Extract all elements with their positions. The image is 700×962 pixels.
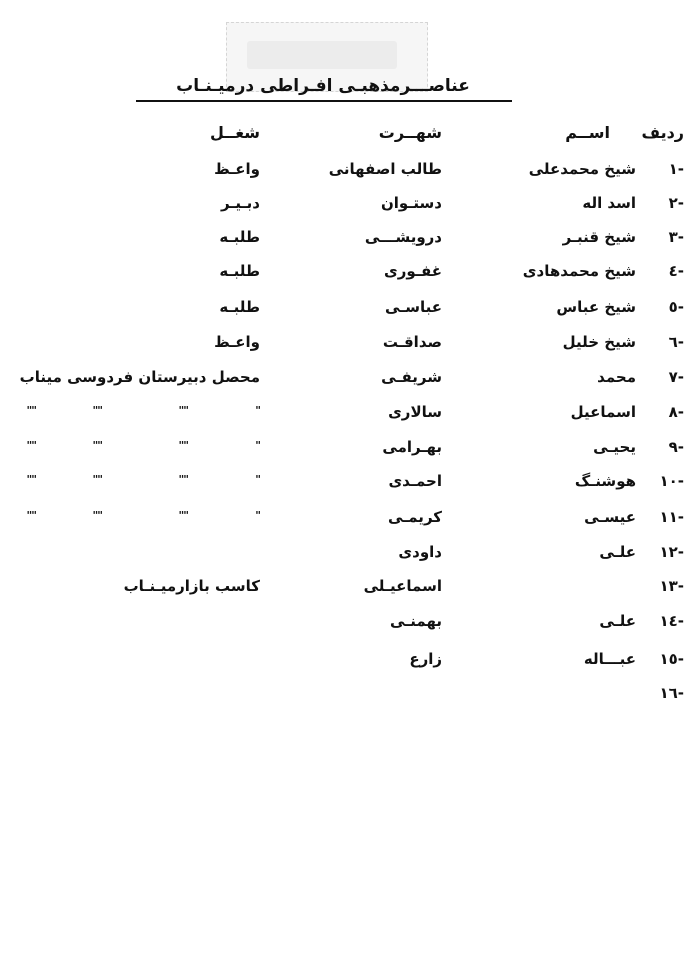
- row-job: کاسب بازارمیـنـاب: [123, 577, 260, 595]
- row-fame: اسماعیـلی: [363, 577, 442, 595]
- row-fame: بهمنـی: [389, 612, 442, 630]
- row-fame: داودی: [398, 543, 442, 561]
- row-job: محصل دبیرستان فردوسی میناب: [19, 368, 260, 386]
- row-fame: زارع: [409, 650, 442, 668]
- title-underline: [136, 100, 512, 102]
- row-number: -١: [668, 160, 684, 178]
- ditto-mark: ": [255, 509, 260, 522]
- row-job: دبـیـر: [220, 194, 260, 212]
- row-name: اسد اله: [582, 194, 636, 212]
- row-name: اسماعیل: [570, 403, 636, 421]
- header-name: اســم: [565, 123, 610, 142]
- row-number: -٥: [668, 298, 684, 316]
- row-fame: کریمـی: [387, 508, 442, 526]
- ditto-mark: "": [92, 439, 102, 452]
- row-number: -٣: [668, 228, 684, 246]
- row-number: -٦: [668, 333, 684, 351]
- row-fame: درویشـــی: [364, 228, 442, 246]
- row-fame: دستـوان: [380, 194, 442, 212]
- row-name: شیخ محمدهادی: [522, 262, 636, 280]
- ditto-mark: "": [92, 404, 102, 417]
- row-name: عیسـی: [584, 508, 636, 526]
- row-name: محمد: [597, 368, 636, 386]
- row-number: -١٥: [659, 650, 684, 668]
- row-job: طلبـه: [219, 262, 260, 280]
- ditto-mark: "": [26, 439, 36, 452]
- row-number: -١٣: [659, 577, 684, 595]
- ditto-mark: "": [92, 509, 102, 522]
- row-number: -١٢: [659, 543, 684, 561]
- ditto-mark: "": [92, 473, 102, 486]
- header-job: شغــل: [210, 123, 260, 142]
- row-fame: شریفـی: [381, 368, 442, 386]
- row-job: واعـظ: [214, 333, 260, 351]
- row-number: -٨: [668, 403, 684, 421]
- row-fame: طالب اصفهانی: [328, 160, 442, 178]
- row-number: -١٦: [659, 684, 684, 702]
- row-number: -٢: [668, 194, 684, 212]
- row-name: علـی: [599, 543, 636, 561]
- row-fame: بهـرامی: [382, 438, 442, 456]
- row-number: -١٤: [659, 612, 684, 630]
- ditto-mark: "": [178, 509, 188, 522]
- ditto-mark: ": [255, 439, 260, 452]
- row-number: -٩: [668, 438, 684, 456]
- ditto-mark: "": [178, 404, 188, 417]
- ditto-mark: "": [26, 509, 36, 522]
- row-name: شیخ محمدعلی: [528, 160, 636, 178]
- document-title: عناصـــرمذهبـی افـراطی درمیـنـاب: [176, 76, 470, 96]
- ditto-mark: "": [26, 473, 36, 486]
- header-fame: شهــرت: [378, 123, 442, 142]
- row-fame: سالاری: [388, 403, 442, 421]
- row-name: شیخ خلیل: [562, 333, 636, 351]
- ditto-mark: "": [178, 473, 188, 486]
- row-fame: عباسـی: [384, 298, 442, 316]
- row-job: واعـظ: [214, 160, 260, 178]
- ditto-mark: "": [178, 439, 188, 452]
- row-name: شیخ قنبـر: [562, 228, 636, 246]
- row-job: طلبـه: [219, 228, 260, 246]
- row-number: -٤: [668, 262, 684, 280]
- row-fame: غفـوری: [384, 262, 442, 280]
- row-fame: صداقـت: [382, 333, 442, 351]
- row-name: عبـــاله: [583, 650, 636, 668]
- row-number: -١٠: [659, 472, 684, 490]
- row-fame: احمـدی: [388, 472, 442, 490]
- row-job: طلبـه: [219, 298, 260, 316]
- row-number: -٧: [668, 368, 684, 386]
- ditto-row: [24, 404, 260, 420]
- row-name: علـی: [599, 612, 636, 630]
- row-name: هوشنـگ: [574, 472, 636, 490]
- ditto-mark: "": [26, 404, 36, 417]
- ditto-mark: ": [255, 473, 260, 486]
- ditto-row: [24, 509, 260, 525]
- ditto-mark: ": [255, 404, 260, 417]
- row-name: شیخ عباس: [556, 298, 636, 316]
- header-radif: ردیف: [641, 123, 684, 142]
- ditto-row: [24, 439, 260, 455]
- row-number: -١١: [659, 508, 684, 526]
- ditto-row: [24, 473, 260, 489]
- row-name: یحیـی: [593, 438, 636, 456]
